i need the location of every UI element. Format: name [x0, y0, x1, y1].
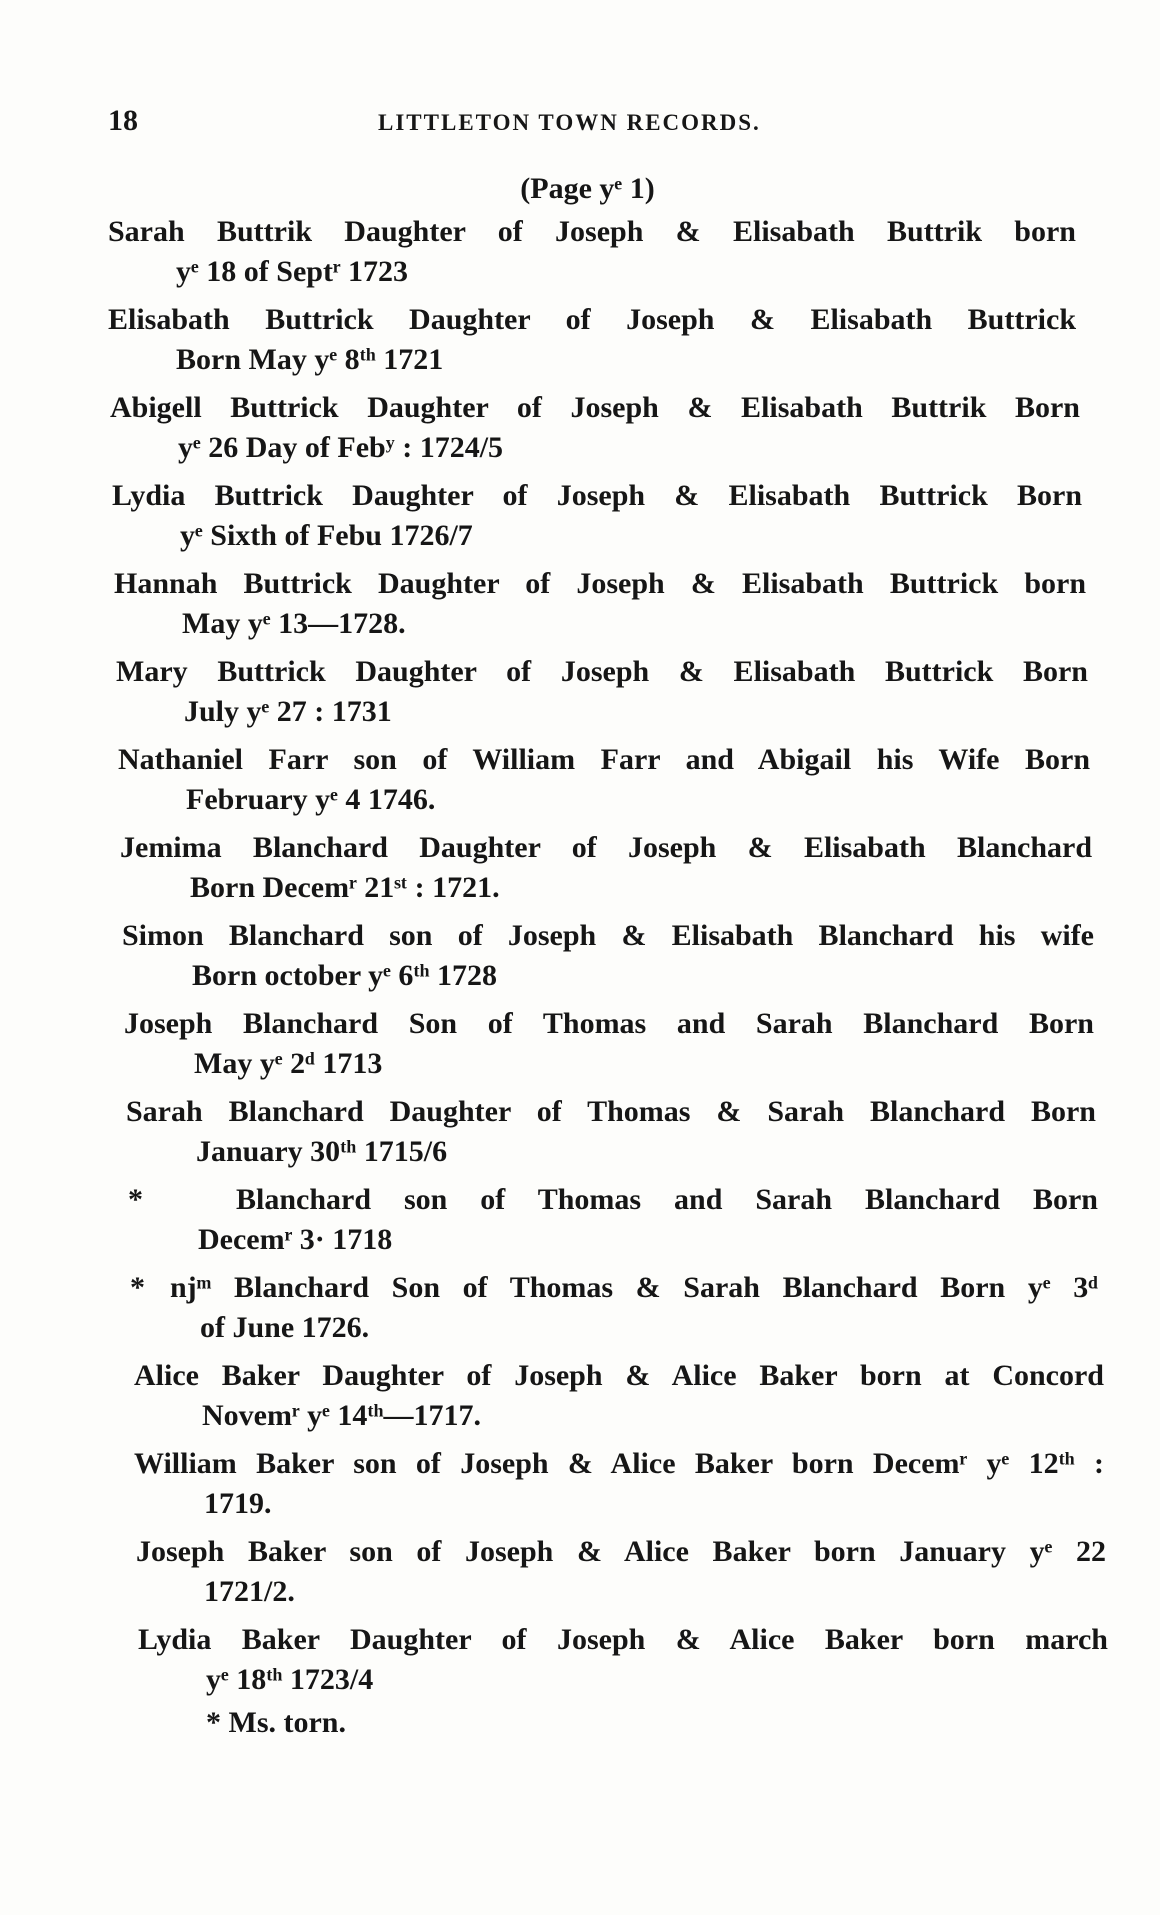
- entry-line-2: May yᵉ 2ᵈ 1713: [194, 1047, 383, 1080]
- entry-line-1: Simon Blanchard son of Joseph & Elisabath Blanchard his wife: [122, 919, 1094, 952]
- birth-entry: [0, 740, 1160, 828]
- birth-entry: [0, 1180, 1160, 1268]
- entry-line-2: January 30ᵗʰ 1715/6: [196, 1135, 448, 1168]
- birth-entry: [0, 1532, 1160, 1620]
- entry-line-1: Alice Baker Daughter of Joseph & Alice Baker born at Concord: [134, 1359, 1104, 1392]
- birth-entry: [0, 1356, 1160, 1444]
- entry-line-1: Sarah Blanchard Daughter of Thomas & Sarah Blanchard Born: [126, 1095, 1096, 1128]
- birth-entry: [0, 1444, 1160, 1532]
- entry-line-1: Elisabath Buttrick Daughter of Joseph & Elisabath Buttrick: [108, 303, 1076, 336]
- torn-manuscript-marker: *: [128, 1183, 143, 1216]
- entry-line-1: Lydia Baker Daughter of Joseph & Alice Baker born march: [138, 1623, 1108, 1656]
- entry-line-2: Born Decemʳ 21ˢᵗ : 1721.: [190, 871, 500, 904]
- entry-line-1: njᵐ Blanchard Son of Thomas & Sarah Blanchard Born yᵉ 3ᵈ: [170, 1271, 1098, 1304]
- entry-line-1: Joseph Baker son of Joseph & Alice Baker born January yᵉ 22: [136, 1535, 1106, 1568]
- entry-line-2: Novemʳ yᵉ 14ᵗʰ—1717.: [202, 1399, 481, 1432]
- entry-line-2: February yᵉ 4 1746.: [186, 783, 436, 816]
- entry-line-1: Blanchard son of Thomas and Sarah Blanchard Born: [236, 1183, 1098, 1216]
- birth-entry: [0, 828, 1160, 916]
- entry-line-1: Lydia Buttrick Daughter of Joseph & Elisabath Buttrick Born: [112, 479, 1082, 512]
- entry-line-2: yᵉ Sixth of Febu 1726/7: [180, 519, 473, 552]
- birth-entry: [0, 1268, 1160, 1356]
- entry-line-2: yᵉ 26 Day of Febʸ : 1724/5: [178, 431, 504, 464]
- entry-line-1: Mary Buttrick Daughter of Joseph & Elisabath Buttrick Born: [116, 655, 1088, 688]
- entry-line-2: of June 1726.: [200, 1311, 370, 1344]
- entry-line-1: Hannah Buttrick Daughter of Joseph & Elisabath Buttrick born: [114, 567, 1086, 600]
- birth-entry: [0, 916, 1160, 1004]
- entry-line-1: William Baker son of Joseph & Alice Baker born Decemʳ yᵉ 12ᵗʰ :: [134, 1447, 1104, 1480]
- running-title: LITTLETON TOWN RECORDS.: [378, 110, 761, 135]
- birth-entries: [0, 212, 1160, 1708]
- entry-line-1: Jemima Blanchard Daughter of Joseph & Elisabath Blanchard: [120, 831, 1092, 864]
- entry-line-2: Decemʳ 3· 1718: [198, 1223, 393, 1256]
- entry-line-2: July yᵉ 27 : 1731: [184, 695, 392, 728]
- birth-entry: [0, 388, 1160, 476]
- footnote: * Ms. torn.: [206, 1706, 346, 1739]
- torn-manuscript-marker: *: [130, 1271, 145, 1304]
- birth-entry: [0, 1004, 1160, 1092]
- entry-line-1: Abigell Buttrick Daughter of Joseph & Elisabath Buttrik Born: [110, 391, 1080, 424]
- birth-entry: [0, 300, 1160, 388]
- entry-line-2: 1719.: [204, 1487, 272, 1520]
- entry-line-2: 1721/2.: [204, 1575, 295, 1608]
- running-head: [0, 104, 1160, 144]
- birth-entry: [0, 1620, 1160, 1708]
- birth-entry: [0, 1092, 1160, 1180]
- page-number: 18: [108, 104, 138, 137]
- birth-entry: [0, 652, 1160, 740]
- entry-line-2: May yᵉ 13—1728.: [182, 607, 406, 640]
- entry-line-1: Joseph Blanchard Son of Thomas and Sarah Blanchard Born: [124, 1007, 1094, 1040]
- birth-entry: [0, 212, 1160, 300]
- entry-line-2: yᵉ 18 of Septʳ 1723: [176, 255, 409, 288]
- birth-entry: [0, 564, 1160, 652]
- page-subheading: (Page yᵉ 1): [520, 172, 655, 205]
- entry-line-2: yᵉ 18ᵗʰ 1723/4: [206, 1663, 374, 1696]
- entry-line-2: Born May yᵉ 8ᵗʰ 1721: [176, 343, 444, 376]
- entry-line-1: Sarah Buttrik Daughter of Joseph & Elisabath Buttrik born: [108, 215, 1076, 248]
- entry-line-1: Nathaniel Farr son of William Farr and Abigail his Wife Born: [118, 743, 1090, 776]
- entry-line-2: Born october yᵉ 6ᵗʰ 1728: [192, 959, 497, 992]
- birth-entry: [0, 476, 1160, 564]
